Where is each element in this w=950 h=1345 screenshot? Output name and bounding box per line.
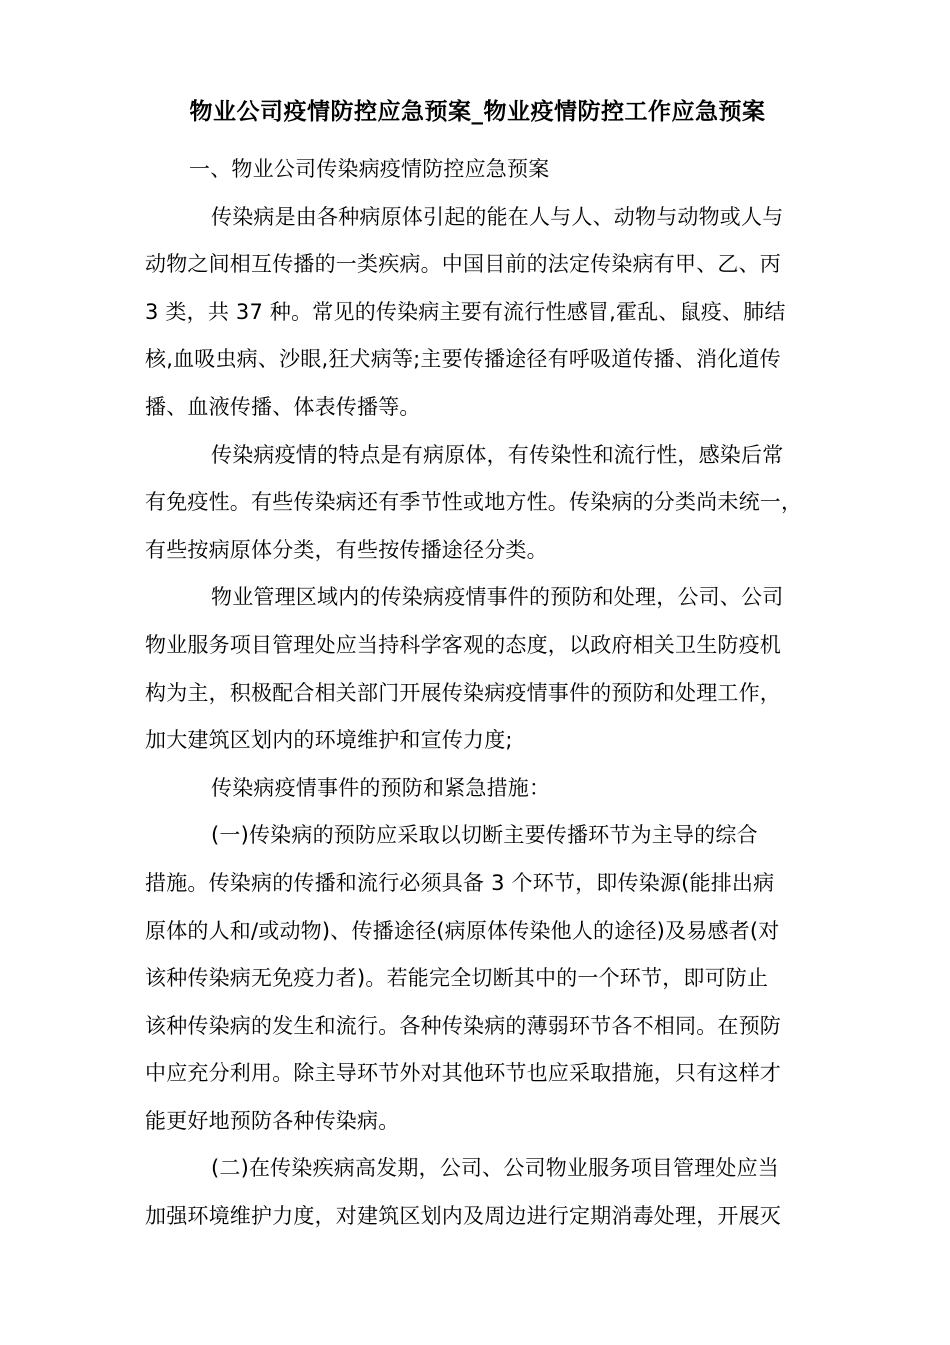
paragraph-line: 原体的人和/或动物)、传播途径(病原体传染他人的途径)及易感者(对 xyxy=(145,918,780,943)
document-title: 物业公司疫情防控应急预案_物业疫情防控工作应急预案 xyxy=(189,99,766,125)
paragraph-line: 核,血吸虫病、沙眼,狂犬病等;主要传播途径有呼吸道传播、消化道传 xyxy=(145,347,781,372)
paragraph-line: 该种传染病无免疫力者)。若能完全切断其中的一个环节，即可防止 xyxy=(145,966,769,991)
paragraph-line: 措施。传染病的传播和流行必须具备 3 个环节，即传染源(能排出病 xyxy=(145,870,775,895)
paragraph xyxy=(145,432,813,575)
paragraph-line: 3 类，共 37 种。常见的传染病主要有流行性感冒,霍乱、鼠疫、肺结 xyxy=(145,299,786,324)
paragraph-line: 加强环境维护力度，对建筑区划内及周边进行定期消毒处理，开展灭 xyxy=(145,1204,781,1229)
paragraph-line: 传染病疫情事件的预防和紧急措施： xyxy=(211,775,551,800)
paragraph-line: 传染病疫情的特点是有病原体，有传染性和流行性，感染后常 xyxy=(211,442,784,467)
paragraph-line: 加大建筑区划内的环境维护和宣传力度; xyxy=(145,728,513,753)
paragraph-line: 动物之间相互传播的一类疾病。中国目前的法定传染病有甲、乙、丙 xyxy=(145,252,781,277)
paragraph xyxy=(145,194,813,432)
paragraph-line: 有免疫性。有些传染病还有季节性或地方性。传染病的分类尚未统一， xyxy=(145,490,803,515)
paragraph-line: 构为主，积极配合相关部门开展传染病疫情事件的预防和处理工作， xyxy=(145,680,781,705)
paragraph-line: 物业服务项目管理处应当持科学客观的态度，以政府相关卫生防疫机 xyxy=(145,632,781,657)
paragraph-line: (二)在传染疾病高发期，公司、公司物业服务项目管理处应当 xyxy=(211,1156,779,1181)
paragraph-line: 物业管理区域内的传染病疫情事件的预防和处理，公司、公司 xyxy=(211,585,784,610)
paragraph-line: 播、血液传播、体表传播等。 xyxy=(145,394,421,419)
document-body xyxy=(145,146,813,1241)
paragraph-line: 有些按病原体分类，有些按传播途径分类。 xyxy=(145,537,548,562)
paragraph-line: 传染病是由各种病原体引起的能在人与人、动物与动物或人与 xyxy=(211,204,784,229)
paragraph xyxy=(145,765,813,813)
paragraph xyxy=(145,812,813,1145)
paragraph xyxy=(145,1145,813,1240)
paragraph-line: (一)传染病的预防应采取以切断主要传播环节为主导的综合 xyxy=(211,823,758,848)
section-heading: 一、物业公司传染病疫情防控应急预案 xyxy=(189,157,550,181)
paragraph-line: 中应充分利用。除主导环节外对其他环节也应采取措施，只有这样才 xyxy=(145,1061,781,1086)
paragraph-line: 该种传染病的发生和流行。各种传染病的薄弱环节各不相同。在预防 xyxy=(145,1013,781,1038)
paragraph-line: 能更好地预防各种传染病。 xyxy=(145,1108,400,1133)
paragraph xyxy=(145,574,813,764)
